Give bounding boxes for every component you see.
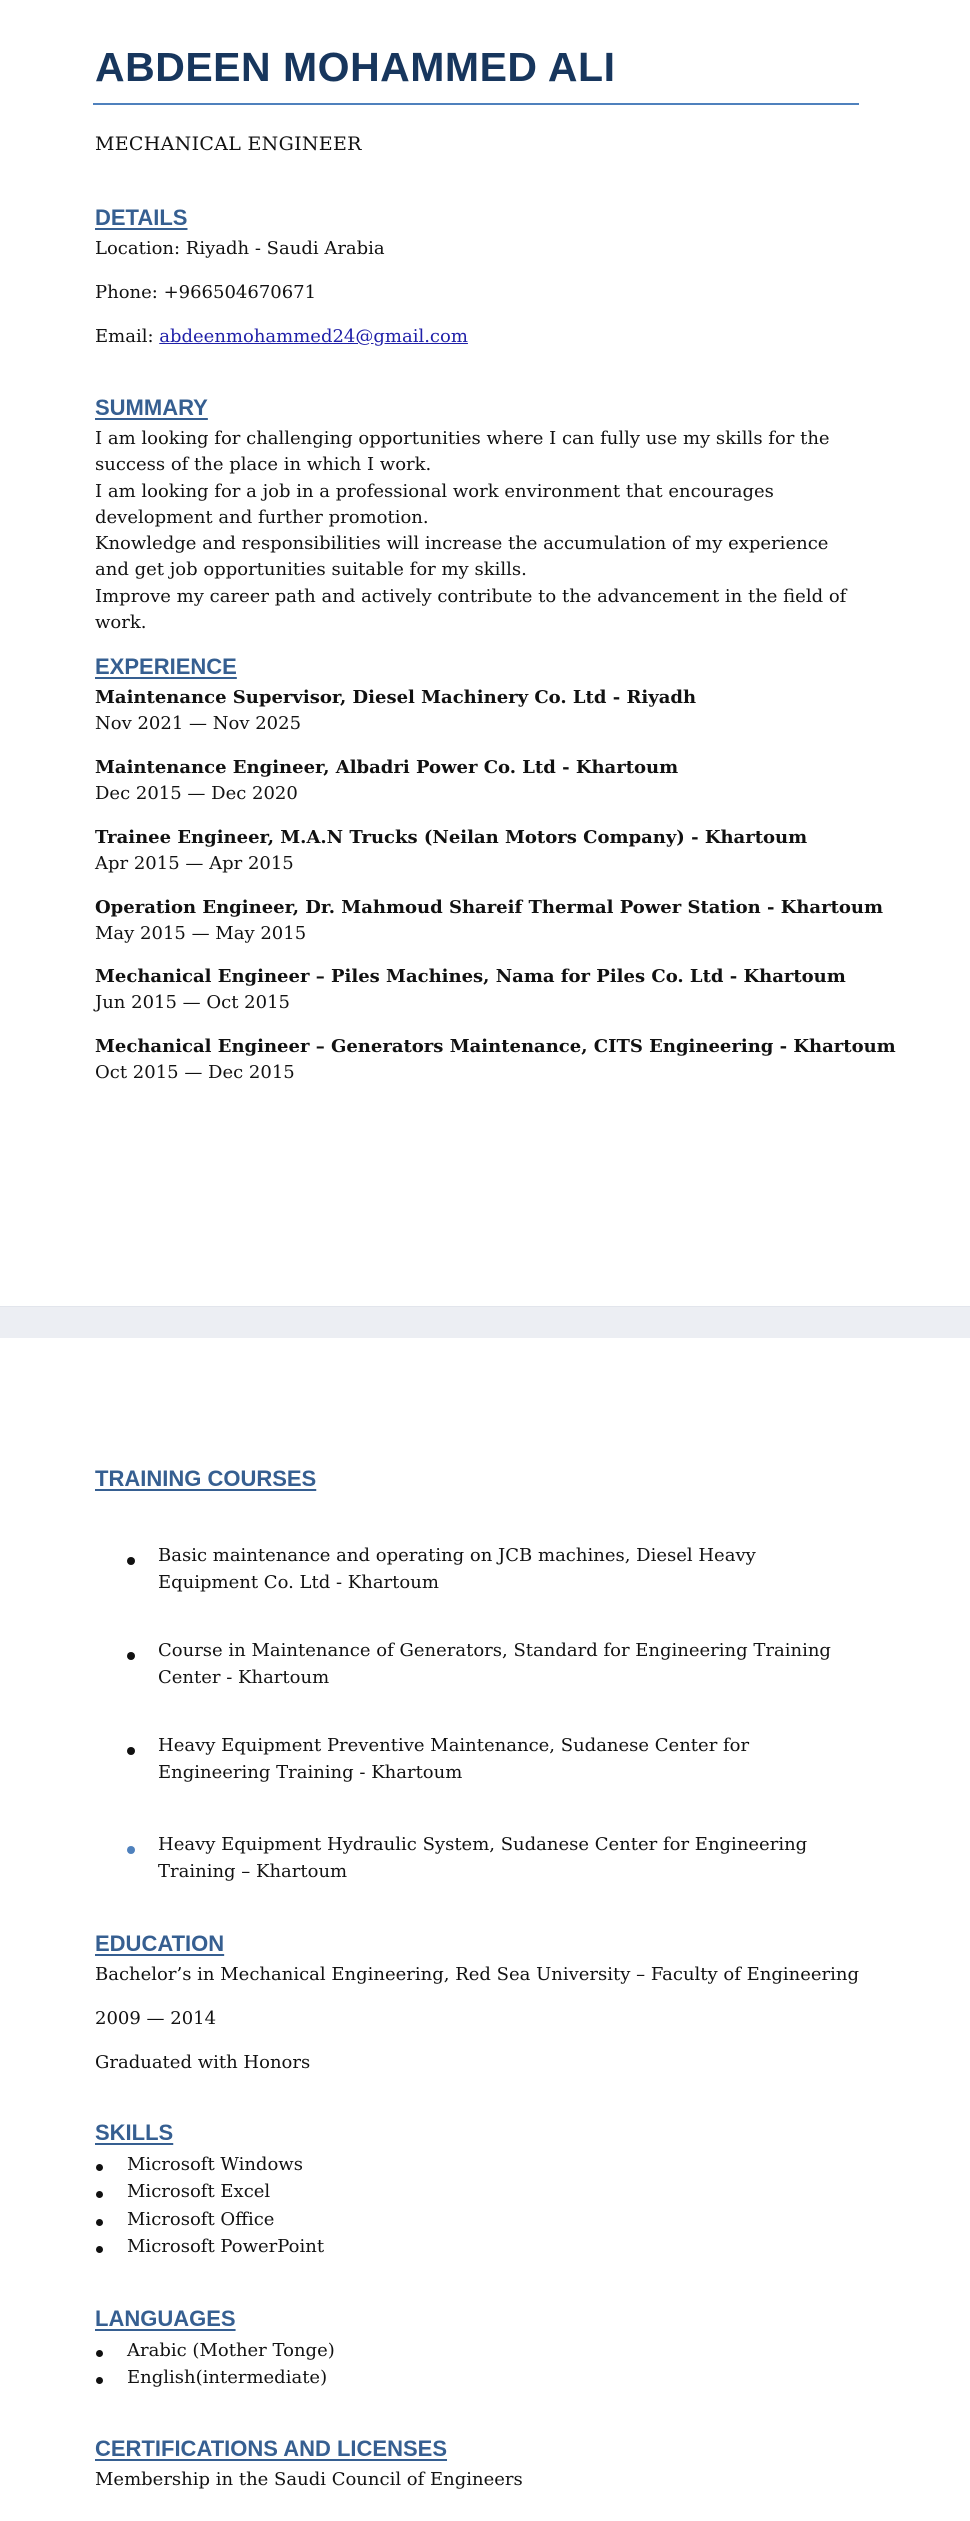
candidate-name: ABDEEN MOHAMMED ALI bbox=[95, 44, 616, 90]
language-item: Arabic (Mother Tonge) bbox=[127, 2340, 335, 2361]
experience-item-title: Maintenance Engineer, Albadri Power Co. Ltd - Khartoum bbox=[95, 757, 679, 778]
experience-item-dates: Jun 2015 — Oct 2015 bbox=[95, 992, 290, 1013]
experience-item-dates: Oct 2015 — Dec 2015 bbox=[95, 1062, 295, 1083]
bullet-icon bbox=[96, 2350, 103, 2357]
bullet-icon bbox=[96, 2246, 103, 2253]
experience-heading: EXPERIENCE bbox=[95, 654, 237, 679]
job-title: MECHANICAL ENGINEER bbox=[95, 133, 362, 155]
experience-item-title: Trainee Engineer, M.A.N Trucks (Neilan Motors Company) - Khartoum bbox=[95, 827, 808, 848]
summary-text: I am looking for challenging opportunities where I can fully use my skills for the success of the place in which I work. I am looking for a job in a professional work environment that encourages development and further promotion. Knowledge and responsibilities will increase the accumulation of my experience and get job opportunities suitable for my skills. Improve my career path and actively contribute to the advancement in the field of work. bbox=[95, 428, 847, 634]
training-item: Course in Maintenance of Generators, Standard for Engineering Training Center - Khartoum bbox=[158, 1640, 831, 1688]
bullet-icon bbox=[96, 2164, 103, 2171]
experience-item-dates: Nov 2021 — Nov 2025 bbox=[95, 713, 302, 734]
email-link[interactable]: abdeenmohammed24@gmail.com bbox=[159, 326, 468, 347]
education-heading: EDUCATION bbox=[95, 1931, 225, 1956]
training-item: Heavy Equipment Preventive Maintenance, Sudanese Center for Engineering Training - Khartoum bbox=[158, 1735, 750, 1783]
training-item: Heavy Equipment Hydraulic System, Sudanese Center for Engineering Training – Khartoum bbox=[158, 1834, 808, 1882]
email-label: Email: bbox=[95, 326, 160, 347]
skill-item: Microsoft Office bbox=[127, 2209, 275, 2230]
summary-heading: SUMMARY bbox=[95, 395, 208, 420]
skills-heading: SKILLS bbox=[95, 2120, 174, 2145]
experience-item-title: Operation Engineer, Dr. Mahmoud Shareif Thermal Power Station - Khartoum bbox=[95, 897, 884, 918]
skill-item: Microsoft PowerPoint bbox=[127, 2236, 325, 2257]
bullet-icon bbox=[127, 1747, 135, 1755]
certification-item: Membership in the Saudi Council of Engineers bbox=[95, 2469, 523, 2490]
education-note: Graduated with Honors bbox=[95, 2052, 311, 2073]
bullet-icon bbox=[127, 1846, 135, 1854]
details-heading: DETAILS bbox=[95, 205, 188, 230]
experience-item-dates: Dec 2015 — Dec 2020 bbox=[95, 783, 298, 804]
email-line bbox=[95, 324, 468, 350]
page-separator bbox=[0, 1306, 970, 1340]
certifications-heading: CERTIFICATIONS AND LICENSES bbox=[95, 2436, 448, 2461]
experience-item-title: Mechanical Engineer – Generators Maintenance, CITS Engineering - Khartoum bbox=[95, 1036, 896, 1057]
experience-item-title: Mechanical Engineer – Piles Machines, Nama for Piles Co. Ltd - Khartoum bbox=[95, 966, 846, 987]
phone-line: Phone: +966504670671 bbox=[95, 282, 317, 303]
location-line: Location: Riyadh - Saudi Arabia bbox=[95, 238, 385, 259]
languages-heading: LANGUAGES bbox=[95, 2306, 236, 2331]
education-degree: Bachelor’s in Mechanical Engineering, Red Sea University – Faculty of Engineering bbox=[95, 1964, 860, 1985]
bullet-icon bbox=[96, 2219, 103, 2226]
experience-item-title: Maintenance Supervisor, Diesel Machinery Co. Ltd - Riyadh bbox=[95, 687, 697, 708]
experience-item-dates: Apr 2015 — Apr 2015 bbox=[95, 853, 294, 874]
education-years: 2009 — 2014 bbox=[95, 2008, 217, 2029]
experience-item-dates: May 2015 — May 2015 bbox=[95, 923, 307, 944]
language-item: English(intermediate) bbox=[127, 2367, 328, 2388]
training-heading: TRAINING COURSES bbox=[95, 1466, 317, 1491]
bullet-icon bbox=[127, 1557, 135, 1565]
bullet-icon bbox=[96, 2377, 103, 2384]
resume-page-2 bbox=[0, 1338, 970, 2521]
bullet-icon bbox=[127, 1652, 135, 1660]
training-item: Basic maintenance and operating on JCB machines, Diesel Heavy Equipment Co. Ltd - Khartoum bbox=[158, 1545, 756, 1593]
bullet-icon bbox=[96, 2191, 103, 2198]
name-divider bbox=[93, 103, 859, 105]
skill-item: Microsoft Excel bbox=[127, 2181, 271, 2202]
skill-item: Microsoft Windows bbox=[127, 2154, 303, 2175]
